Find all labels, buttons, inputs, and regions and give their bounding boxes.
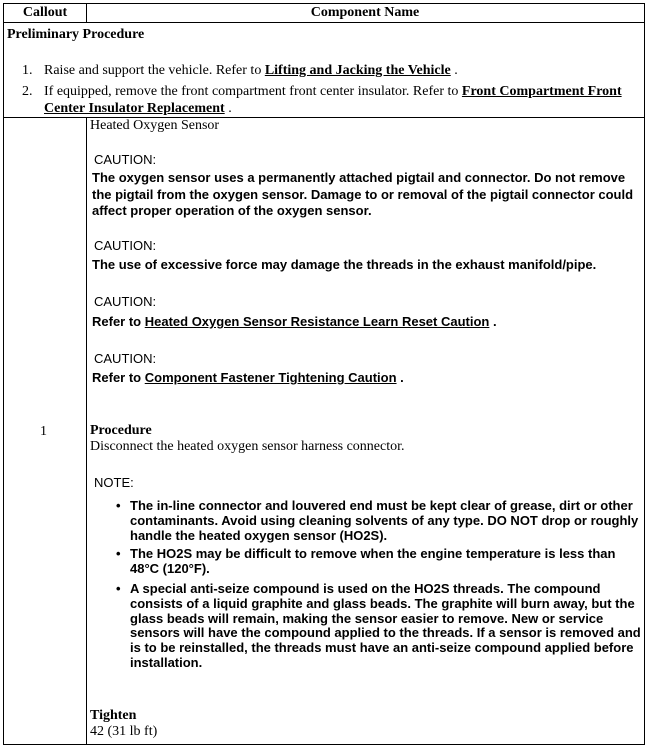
note-text: A special anti-seize compound is used on the HO2S threads. The compound consists of a liquid graphite and glass beads. The graphite will burn away, but the glass beads will remain, making the sensor easier to remove. New or service sensors will have the compound applied to the threads. If a sensor is removed and is to be reinstalled, the threads must have an anti-seize compound applied before installation. xyxy=(130,581,641,670)
step-text: Raise and support the vehicle. Refer to xyxy=(44,63,265,78)
component-table xyxy=(3,3,645,745)
caution-text: The use of excessive force may damage the threads in the exhaust manifold/pipe. xyxy=(92,257,597,272)
caution-heading: CAUTION: xyxy=(94,294,157,309)
resistance-learn-caution-link[interactable]: Heated Oxygen Sensor Resistance Learn Reset Caution xyxy=(144,314,490,329)
tighten-value: 42 (31 lb ft) xyxy=(90,724,158,739)
fastener-tightening-caution-link[interactable]: Component Fastener Tightening Caution xyxy=(144,370,397,385)
insulator-replacement-link[interactable]: Front Compartment Front Center Insulator Replacement xyxy=(44,84,622,116)
step-suffix: . xyxy=(450,63,458,78)
callout-number: 1 xyxy=(40,424,47,439)
caution-text: The oxygen sensor uses a permanently attached pigtail and connector. Do not remove the pigtail from the oxygen sensor. Damage to or removal of the pigtail connector could affect proper operation of the oxygen sensor. xyxy=(92,170,634,218)
procedure-title: Procedure xyxy=(90,423,152,438)
component-name: Heated Oxygen Sensor xyxy=(90,118,220,133)
step-text: If equipped, remove the front compartment front center insulator. Refer to xyxy=(44,84,462,99)
callout-header: Callout xyxy=(4,4,87,22)
step-number: 2. xyxy=(22,84,33,99)
table-header xyxy=(4,4,644,23)
caution-heading: CAUTION: xyxy=(94,238,157,253)
preliminary-title: Preliminary Procedure xyxy=(7,27,145,42)
step-number: 1. xyxy=(22,63,33,78)
note-text: The in-line connector and louvered end must be kept clear of grease, dirt or other contaminants. Avoid using cleaning solvents of any type. DO NOT drop or roughly handle the heated oxygen sensor (HO2S). xyxy=(130,498,639,543)
lifting-jacking-link[interactable]: Lifting and Jacking the Vehicle xyxy=(264,63,451,78)
caution-suffix: . xyxy=(396,370,404,385)
column-divider xyxy=(86,118,87,744)
procedure-text: Disconnect the heated oxygen sensor harness connector. xyxy=(90,439,405,454)
preliminary-procedure xyxy=(4,23,644,118)
note-heading: NOTE: xyxy=(94,475,134,490)
bullet-icon: • xyxy=(116,498,121,513)
bullet-icon: • xyxy=(116,546,121,561)
caution-prefix: Refer to xyxy=(92,314,145,329)
note-text: The HO2S may be difficult to remove when the engine temperature is less than 48°C (120°F). xyxy=(130,546,616,576)
tighten-title: Tighten xyxy=(90,708,137,723)
caution-prefix: Refer to xyxy=(92,370,145,385)
caution-heading: CAUTION: xyxy=(94,351,157,366)
caution-text xyxy=(92,314,644,331)
caution-text xyxy=(92,370,644,387)
caution-suffix: . xyxy=(489,314,497,329)
caution-heading: CAUTION: xyxy=(94,152,157,167)
step-suffix: . xyxy=(224,101,232,116)
component-name-header: Component Name xyxy=(310,5,420,20)
bullet-icon: • xyxy=(116,581,121,596)
